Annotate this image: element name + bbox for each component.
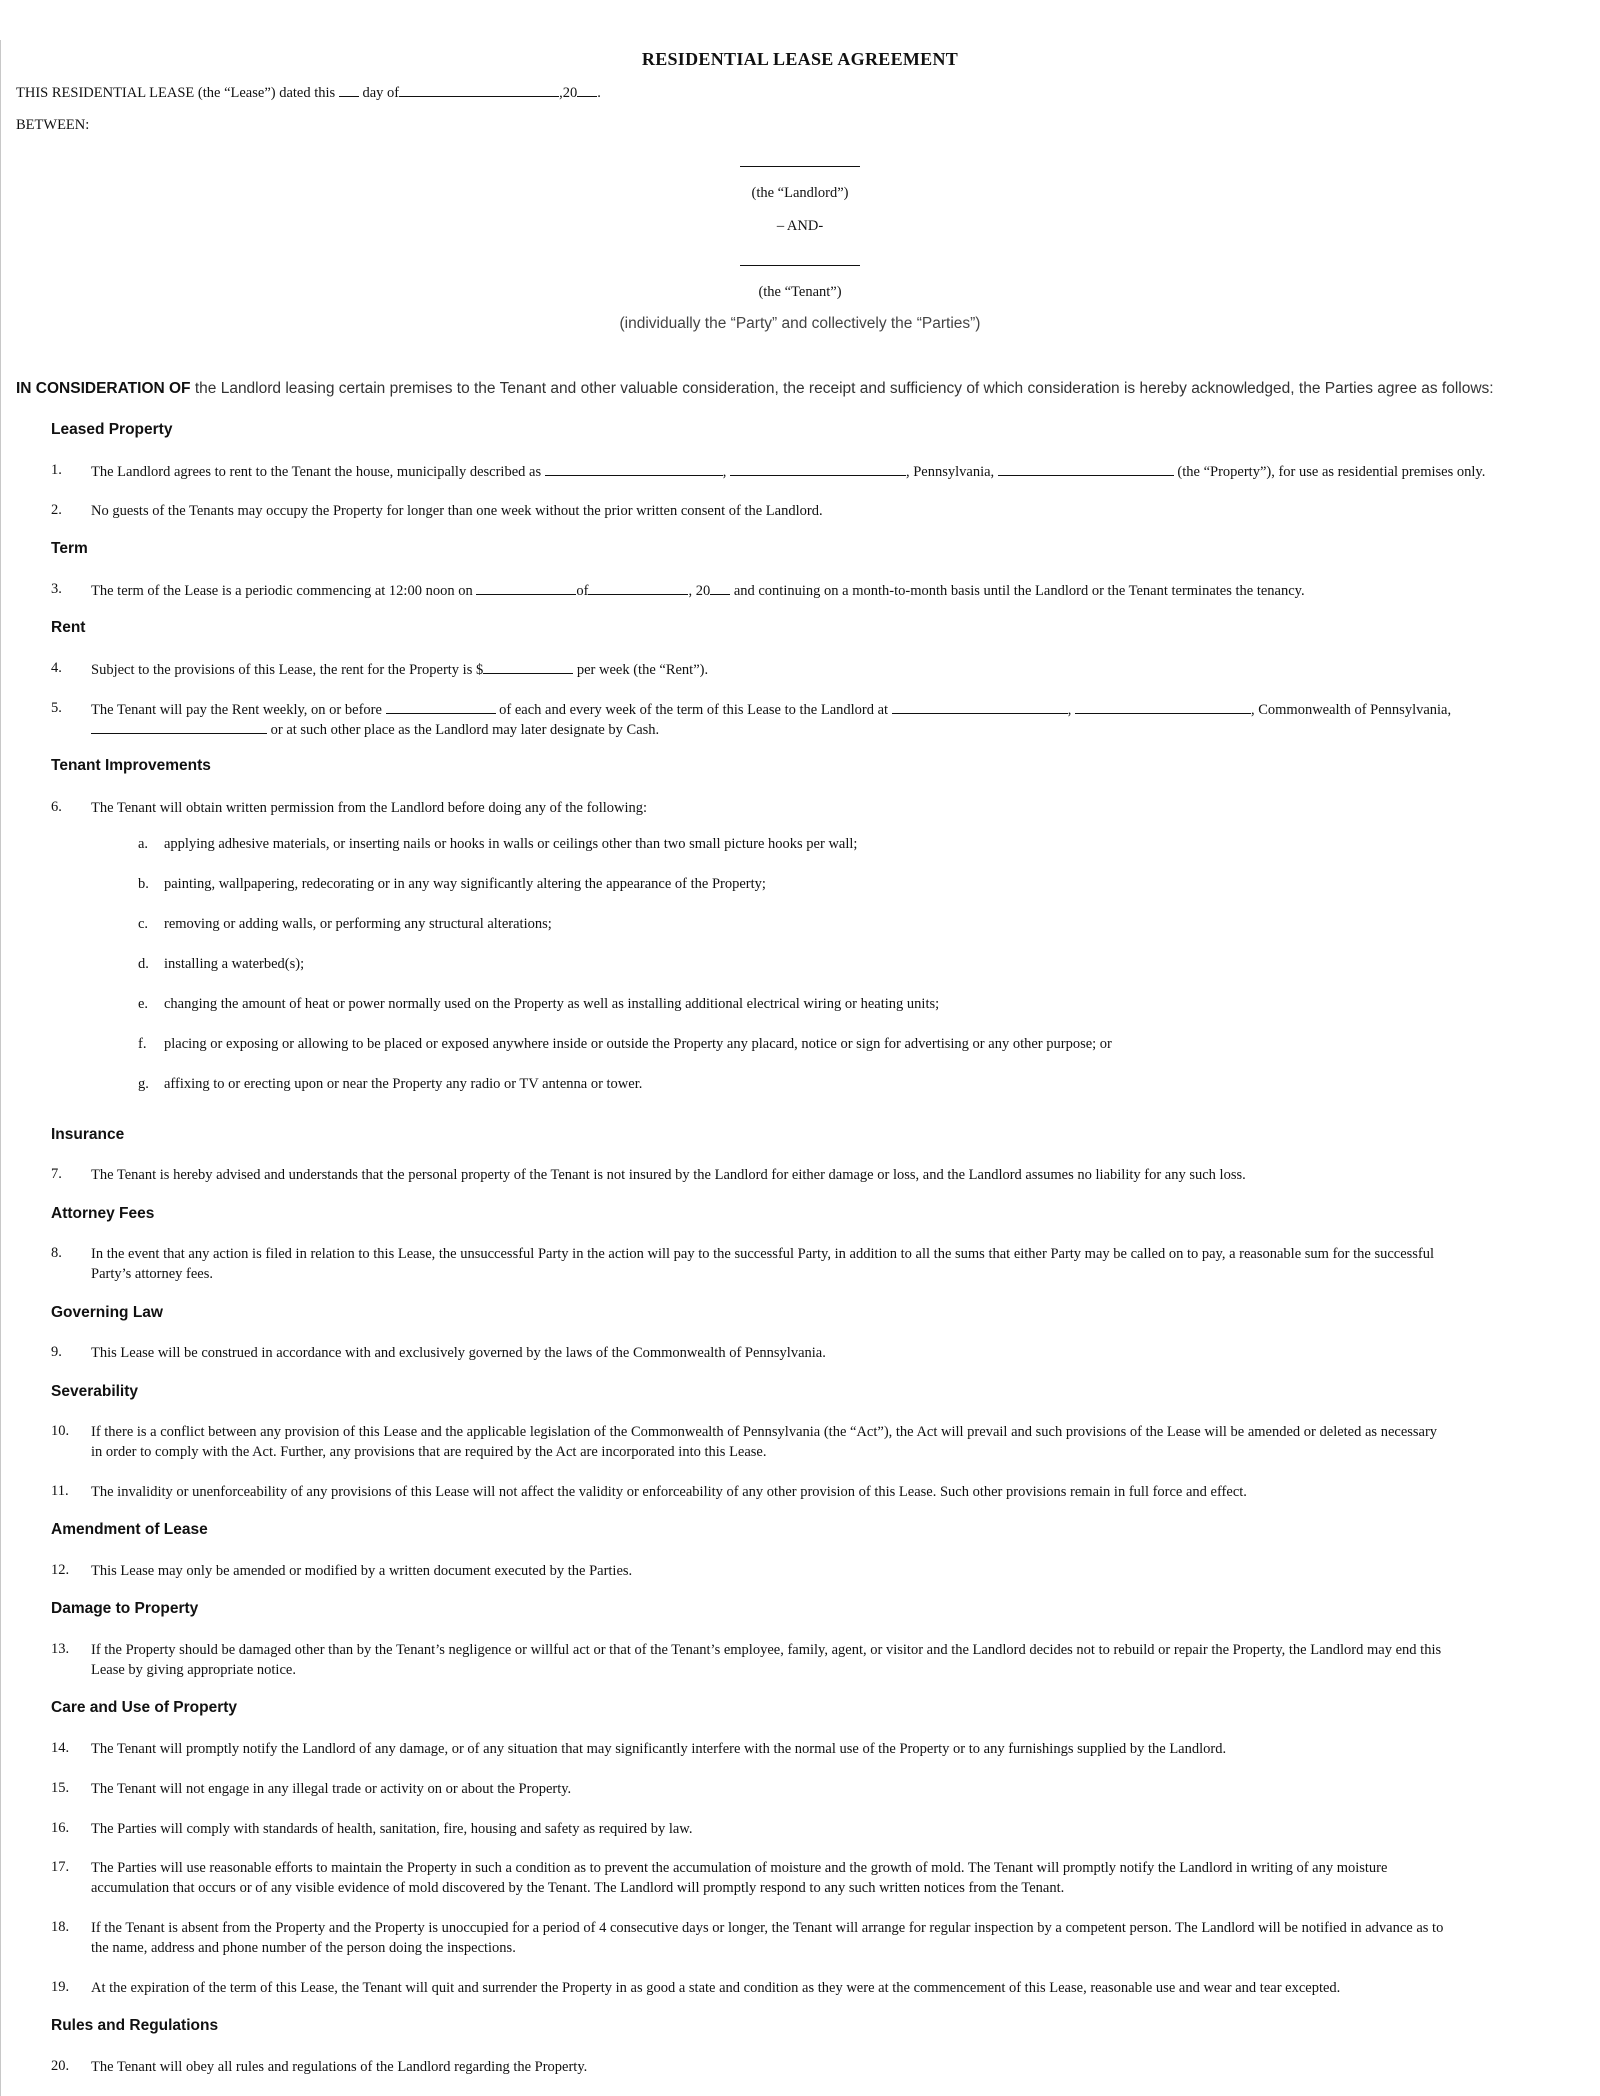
clause-number: 8.: [51, 1245, 62, 1261]
clause-number: 14.: [51, 1740, 70, 1756]
clause-1-text-c: , Pennsylvania,: [905, 464, 995, 480]
collective-label: (individually the “Party” and collectively the “Parties”): [619, 315, 981, 332]
tenant-label: (the “Tenant”): [758, 284, 842, 300]
payment-address-blank-2[interactable]: [1075, 699, 1251, 714]
list-item-letter: b.: [138, 876, 149, 892]
clause-6: The Tenant will obtain written permission from the Landlord before doing any of the following:: [91, 800, 648, 816]
payment-address-blank-1[interactable]: [892, 699, 1068, 714]
heading-severability: Severability: [51, 1383, 139, 1400]
clause-18-line-2: the name, address and phone number of the person doing the inspections.: [91, 1940, 516, 1956]
clause-4-text-b: per week (the “Rent”).: [576, 662, 709, 678]
heading-tenant-improvements: Tenant Improvements: [51, 757, 211, 774]
clause-number: 4.: [51, 660, 62, 676]
clause-3-text-a: The term of the Lease is a periodic commencing at 12:00 noon on: [91, 583, 473, 599]
dated-line: [16, 82, 601, 103]
page-left-border: [0, 40, 1, 2096]
list-item-letter: d.: [138, 956, 149, 972]
clause-8-line-1: In the event that any action is filed in relation to this Lease, the unsuccessful Party in the action will pay to the successful Party, in addition to all the sums that either Party may be called on to pay, a reasonable sum for the successful: [91, 1246, 1435, 1262]
landlord-label: (the “Landlord”): [751, 185, 849, 201]
day-blank[interactable]: [339, 82, 359, 97]
clause-5-text-a: The Tenant will pay the Rent weekly, on or before: [91, 702, 382, 718]
tenant-name-line[interactable]: [740, 265, 860, 266]
consideration-lead: IN CONSIDERATION OF: [16, 380, 191, 397]
heading-term: Term: [51, 540, 88, 557]
list-item: affixing to or erecting upon or near the Property any radio or TV antenna or tower.: [164, 1076, 643, 1092]
clause-1: [91, 461, 1485, 482]
property-address-blank-2[interactable]: [730, 461, 906, 476]
clause-1-text-a: The Landlord agrees to rent to the Tenant the house, municipally described as: [91, 464, 542, 480]
clause-4-text-a: Subject to the provisions of this Lease, the rent for the Property is $: [91, 662, 484, 678]
clause-number: 1.: [51, 462, 62, 478]
list-item: changing the amount of heat or power normally used on the Property as well as installing additional electrical wiring or heating units;: [164, 996, 940, 1012]
commencement-day-blank[interactable]: [476, 580, 576, 595]
clause-3-text-d: and continuing on a month-to-month basis until the Landlord or the Tenant terminates the tenancy.: [733, 583, 1305, 599]
payment-address-blank-3[interactable]: [91, 719, 267, 734]
clause-2: No guests of the Tenants may occupy the Property for longer than one week without the prior written consent of the Landlord.: [91, 503, 823, 519]
clause-20: The Tenant will obey all rules and regulations of the Landlord regarding the Property.: [91, 2059, 588, 2075]
clause-3: [91, 580, 1305, 601]
clause-8-line-2: Party’s attorney fees.: [91, 1266, 214, 1282]
heading-rent: Rent: [51, 619, 86, 636]
clause-14: The Tenant will promptly notify the Landlord of any damage, or of any situation that may significantly interfere with the normal use of the Property or to any furnishings supplied by the Landlord.: [91, 1741, 1227, 1757]
clause-number: 9.: [51, 1344, 62, 1360]
heading-rules: Rules and Regulations: [51, 2017, 219, 2034]
clause-5-text-c: ,: [1067, 702, 1072, 718]
month-blank[interactable]: [399, 82, 559, 97]
clause-number: 3.: [51, 581, 62, 597]
dated-day-label: day of: [362, 85, 400, 101]
between-label: BETWEEN:: [16, 117, 90, 133]
clause-number: 11.: [51, 1483, 69, 1499]
list-item: removing or adding walls, or performing any structural alterations;: [164, 916, 552, 932]
list-item-letter: a.: [138, 836, 149, 852]
property-address-blank-3[interactable]: [998, 461, 1174, 476]
dated-year-label: ,20: [559, 85, 578, 101]
heading-attorney-fees: Attorney Fees: [51, 1205, 155, 1222]
commencement-month-blank[interactable]: [588, 580, 688, 595]
clause-number: 12.: [51, 1562, 70, 1578]
document-title: RESIDENTIAL LEASE AGREEMENT: [641, 49, 959, 69]
clause-number: 17.: [51, 1859, 70, 1875]
dated-prefix: THIS RESIDENTIAL LEASE (the “Lease”) dated this: [16, 85, 336, 101]
list-item-letter: g.: [138, 1076, 149, 1092]
clause-12: This Lease may only be amended or modified by a written document executed by the Parties.: [91, 1563, 633, 1579]
clause-3-text-b: of: [576, 583, 589, 599]
clause-5-line-2: [91, 719, 659, 740]
clause-10-line-2: in order to comply with the Act. Further, any provisions that are required by the Act are incorporated into this Lease.: [91, 1444, 767, 1460]
clause-number: 19.: [51, 1979, 70, 1995]
list-item-letter: f.: [138, 1036, 147, 1052]
landlord-name-line[interactable]: [740, 166, 860, 167]
consideration-text: the Landlord leasing certain premises to the Tenant and other valuable consideration, the receipt and sufficiency of which consideration is hereby acknowledged, the Parties agree as follows:: [194, 380, 1494, 397]
heading-insurance: Insurance: [51, 1126, 125, 1143]
clause-1-text-d: (the “Property”), for use as residential premises only.: [1177, 464, 1486, 480]
rent-amount-blank[interactable]: [483, 659, 573, 674]
consideration-paragraph: [16, 380, 1494, 398]
clause-13-line-1: If the Property should be damaged other than by the Tenant’s negligence or willful act or that of the Tenant’s employee, family, agent, or visitor and the Landlord decides not to rebuild or repair the Property, the Landlord may end this: [91, 1642, 1442, 1658]
clause-5-text-b: of each and every week of the term of this Lease to the Landlord at: [499, 702, 889, 718]
clause-number: 20.: [51, 2058, 70, 2074]
clause-10-line-1: If there is a conflict between any provision of this Lease and the applicable legislation of the Commonwealth of Pennsylvania (the “Act”), the Act will prevail and such provisions of the Lease will be amended or deleted as necessary: [91, 1424, 1438, 1440]
list-item-letter: e.: [138, 996, 149, 1012]
clause-7: The Tenant is hereby advised and understands that the personal property of the Tenant is not insured by the Landlord for either damage or loss, and the Landlord assumes no liability for any such loss.: [91, 1167, 1246, 1183]
clause-17-line-2: accumulation that occurs or of any visible evidence of mold discovered by the Tenant. The Landlord will promptly respond to any such written notices from the Tenant.: [91, 1880, 1065, 1896]
clause-number: 13.: [51, 1641, 70, 1657]
list-item: placing or exposing or allowing to be placed or exposed anywhere inside or outside the Property any placard, notice or sign for advertising or any other purpose; or: [164, 1036, 1112, 1052]
clause-number: 2.: [51, 502, 62, 518]
commencement-year-blank[interactable]: [710, 580, 730, 595]
year-blank[interactable]: [577, 82, 597, 97]
property-address-blank-1[interactable]: [545, 461, 723, 476]
clause-11: The invalidity or unenforceability of any provisions of this Lease will not affect the validity or enforceability of any other provision of this Lease. Such other provisions remain in full force and effect.: [91, 1484, 1247, 1500]
clause-number: 16.: [51, 1820, 70, 1836]
heading-care-use: Care and Use of Property: [51, 1699, 238, 1716]
clause-18-line-1: If the Tenant is absent from the Property and the Property is unoccupied for a period of 4 consecutive days or longer, the Tenant will arrange for regular inspection by a competent person. The Landlord will be notified in advance as to: [91, 1920, 1444, 1936]
heading-leased-property: Leased Property: [51, 421, 173, 438]
clause-3-text-c: , 20: [688, 583, 711, 599]
list-item: applying adhesive materials, or inserting nails or hooks in walls or ceilings other than two small picture hooks per wall;: [164, 836, 858, 852]
list-item: painting, wallpapering, redecorating or in any way significantly altering the appearance of the Property;: [164, 876, 766, 892]
heading-governing-law: Governing Law: [51, 1304, 163, 1321]
clause-1-text-b: ,: [722, 464, 727, 480]
list-item: installing a waterbed(s);: [164, 956, 305, 972]
and-label: – AND-: [776, 218, 824, 234]
clause-number: 7.: [51, 1166, 62, 1182]
clause-9: This Lease will be construed in accordance with and exclusively governed by the laws of the Commonwealth of Pennsylvania.: [91, 1345, 826, 1361]
clause-17-line-1: The Parties will use reasonable efforts to maintain the Property in such a condition as to prevent the accumulation of moisture and the growth of mold. The Tenant will promptly notify the Landlord in writing of any moisture: [91, 1860, 1388, 1876]
clause-number: 15.: [51, 1780, 70, 1796]
clause-number: 18.: [51, 1919, 70, 1935]
clause-15: The Tenant will not engage in any illegal trade or activity on or about the Property.: [91, 1781, 572, 1797]
rent-due-day-blank[interactable]: [386, 699, 496, 714]
clause-5-text-d: , Commonwealth of Pennsylvania,: [1250, 702, 1452, 718]
clause-number: 10.: [51, 1423, 70, 1439]
clause-19: At the expiration of the term of this Lease, the Tenant will quit and surrender the Property in as good a state and condition as they were at the commencement of this Lease, reasonable use and wear and tear excepted.: [91, 1980, 1341, 1996]
clause-4: [91, 659, 708, 680]
clause-number: 5.: [51, 700, 62, 716]
heading-damage: Damage to Property: [51, 1600, 199, 1617]
clause-16: The Parties will comply with standards of health, sanitation, fire, housing and safety as required by law.: [91, 1821, 693, 1837]
heading-amendment: Amendment of Lease: [51, 1521, 208, 1538]
clause-5-text-e: or at such other place as the Landlord may later designate by Cash.: [270, 722, 660, 738]
list-item-letter: c.: [138, 916, 149, 932]
clause-number: 6.: [51, 799, 62, 815]
clause-13-line-2: Lease by giving appropriate notice.: [91, 1662, 296, 1678]
dated-end: .: [597, 85, 601, 101]
clause-5-line-1: [91, 699, 1451, 720]
